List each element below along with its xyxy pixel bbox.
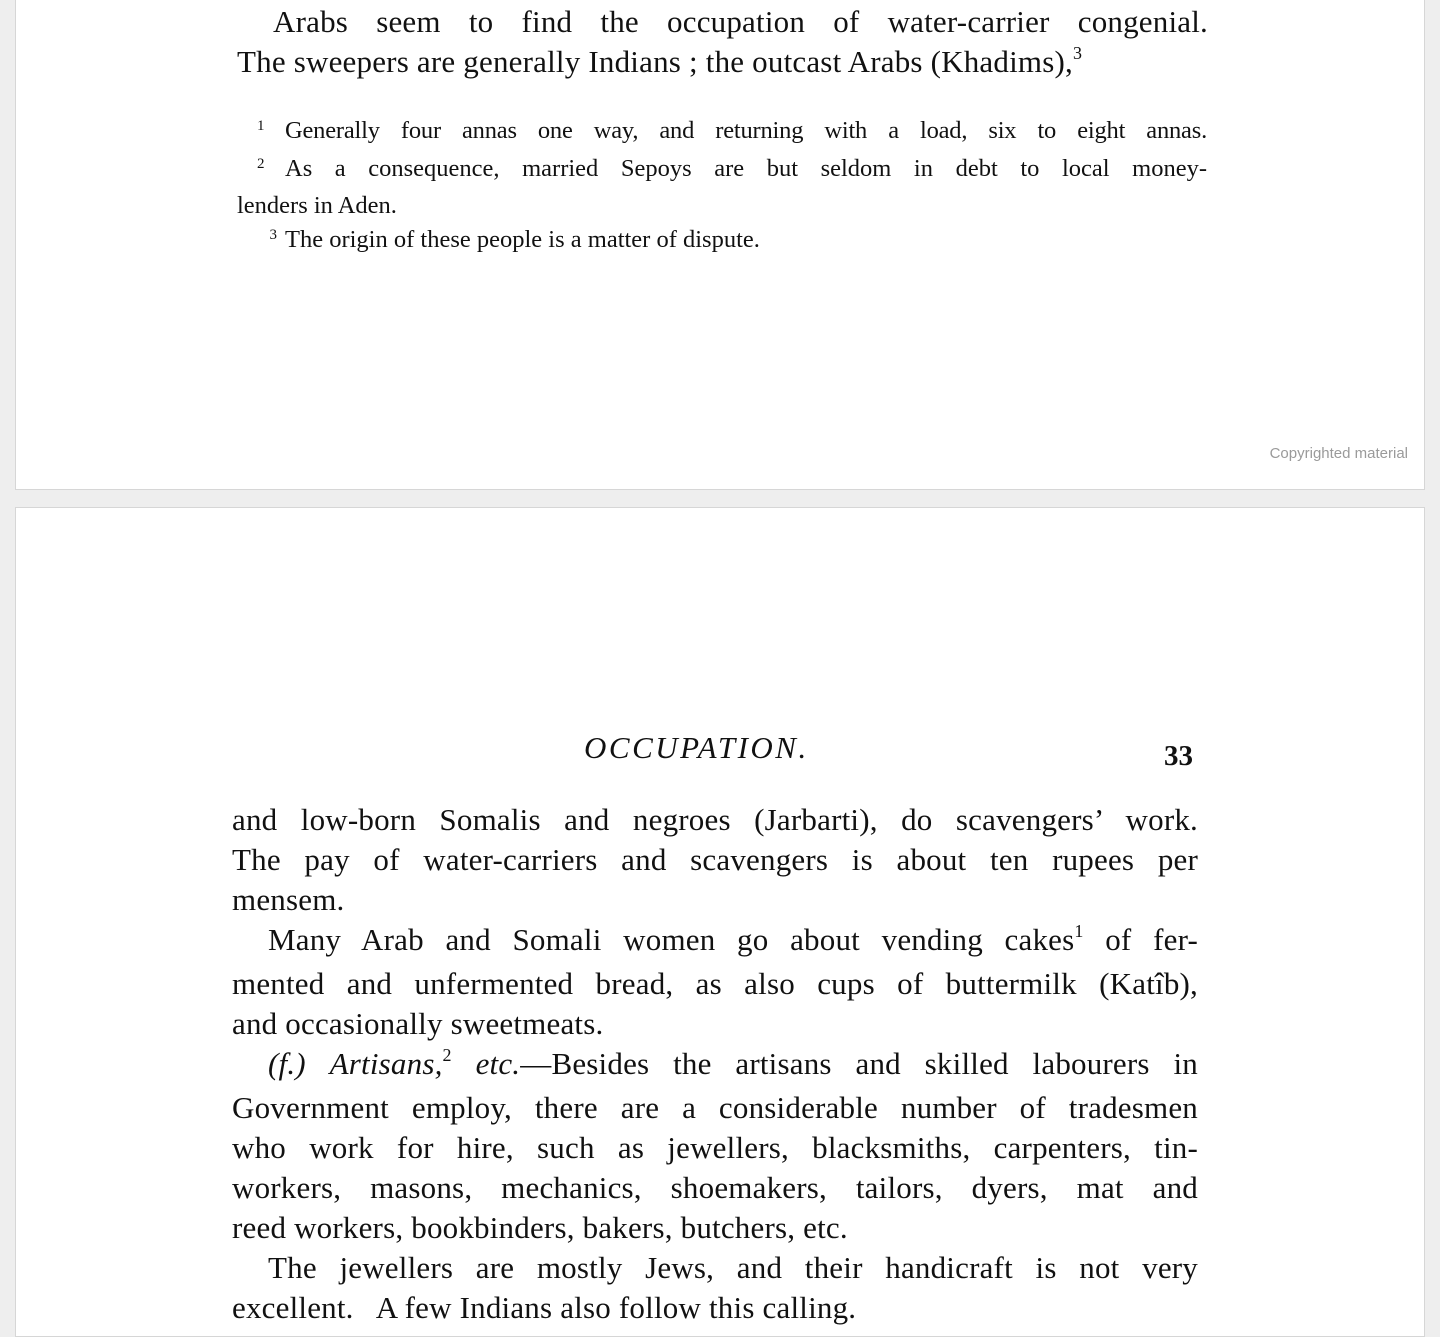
section-heading: Artisans, [329, 1046, 443, 1081]
artisans-heading-line [232, 1044, 1198, 1088]
text-line: and occasionally sweetmeats. [232, 1006, 604, 1041]
footnote-ref: 3 [1072, 43, 1083, 64]
footnote-ref: 1 [1074, 921, 1084, 942]
text-line: reed workers, bookbinders, bakers, butchers, etc. [232, 1210, 848, 1245]
paragraph-line: Arabs seem to find the occupation of water-carrier congenial. [273, 4, 1208, 39]
paragraph-line-text: The sweepers are generally Indians ; the outcast Arabs (Khadims), [237, 44, 1073, 79]
copyright-watermark: Copyrighted material [1269, 445, 1408, 462]
footnote-mark: 1 [257, 118, 265, 134]
footnotes [237, 114, 1207, 260]
text-line: mensem. [232, 882, 345, 917]
page-number: 33 [1164, 740, 1193, 772]
text-line: and low-born Somalis and negroes (Jarbarti), do scavengers’ work. [232, 802, 1198, 837]
section-heading-etc: etc. [475, 1046, 521, 1081]
text-line [232, 920, 1198, 964]
bottom-text [232, 800, 1198, 1328]
footnote-text: The origin of these people is a matter of dispute. [285, 225, 760, 253]
footnote [237, 223, 1207, 261]
running-head: OCCUPATION. [584, 730, 809, 765]
text-line: mented and unfermented bread, as also cups of buttermilk (Katîb), [232, 966, 1198, 1001]
top-page [15, 0, 1425, 490]
footnote-text: As a consequence, married Sepoys are but seldom in debt to local money- [285, 154, 1207, 182]
paragraph-line [237, 42, 1208, 86]
footnote-continuation: lenders in Aden. [237, 192, 397, 219]
section-label: (f.) [268, 1046, 306, 1081]
text-line: The pay of water-carriers and scavengers is about ten rupees per [232, 842, 1198, 877]
text-line: who work for hire, such as jewellers, blacksmiths, carpenters, tin- [232, 1130, 1198, 1165]
footnote-mark: 2 [257, 155, 265, 172]
footnote [237, 152, 1207, 190]
text-line: The jewellers are mostly Jews, and their handicraft is not very [268, 1250, 1198, 1285]
footnote-text: Generally four annas one way, and returning with a load, six to eight annas. [285, 117, 1207, 144]
text-line: Government employ, there are a considerable number of tradesmen [232, 1090, 1198, 1125]
top-paragraph [237, 2, 1208, 86]
bottom-page [15, 507, 1425, 1337]
text-line: workers, masons, mechanics, shoemakers, tailors, dyers, mat and [232, 1170, 1198, 1205]
footnote-mark: 3 [269, 226, 277, 243]
text-segment: —Besides the artisans and skilled labourers in [520, 1046, 1199, 1081]
footnote [237, 114, 1207, 152]
text-segment: Many Arab and Somali women go about vending cakes [268, 922, 1075, 957]
text-segment: of fer- [1083, 922, 1198, 957]
footnote-ref: 2 [442, 1045, 452, 1066]
text-line: excellent. A few Indians also follow this calling. [232, 1290, 857, 1325]
